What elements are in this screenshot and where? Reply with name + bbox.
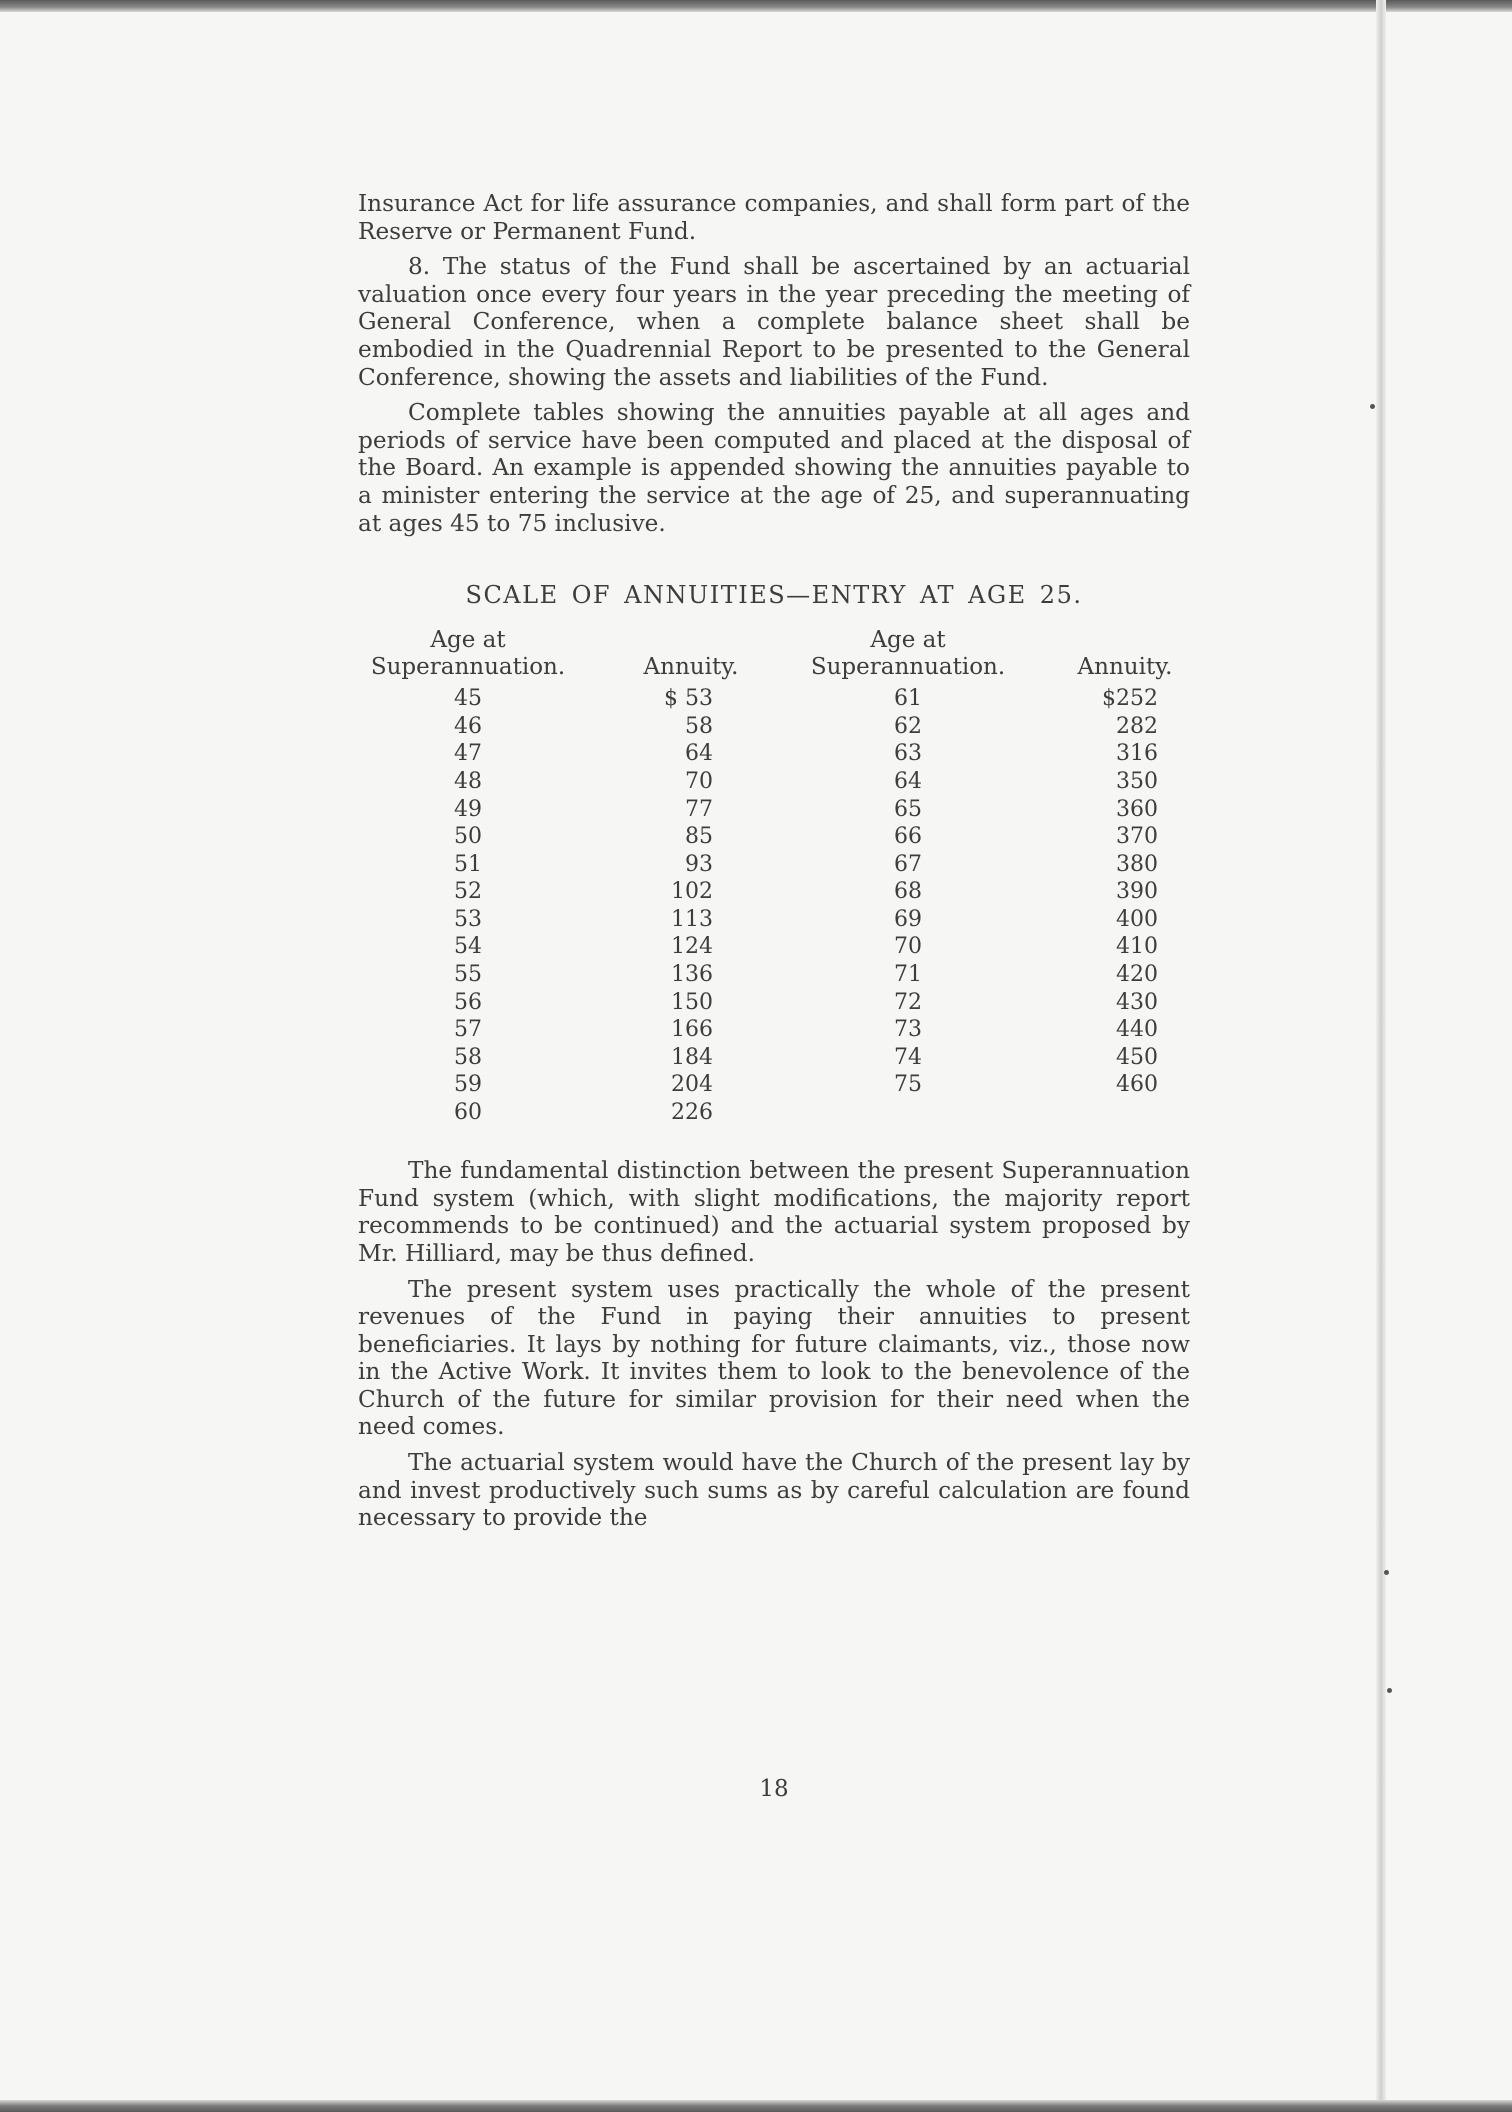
paragraph-complete-tables: Complete tables showing the annuities payable at all ages and periods of service have been computed and placed at the disposal of the Board. An example is appended showing the annuities payable to a minister entering the service at the age of 25, and superannuating at ages 45 to 75 inclusive. (358, 399, 1190, 537)
left-annuity-cell: 136 (671, 962, 713, 988)
right-annuity-cell: 390 (1116, 879, 1158, 905)
right-annuity-cell: 282 (1116, 713, 1158, 739)
page-content (358, 190, 1190, 1802)
right-age-cell: 70 (894, 934, 922, 960)
paragraph-present-system: The present system uses practically the whole of the present revenues of the Fund in paying their annuities to present beneficiaries. It lays by nothing for future claimants, viz., those now in the Active Work. It invites them to look to the benevolence of the Church of the future for similar provision for their need when the need comes. (358, 1275, 1190, 1441)
left-age-cell: 54 (454, 934, 482, 960)
right-annuity-cell: 410 (1116, 934, 1158, 960)
left-annuity-cell: 77 (685, 796, 713, 822)
right-annuity-cell: 440 (1116, 1017, 1158, 1043)
left-annuity-cell: 102 (671, 879, 713, 905)
right-annuity-cell: 420 (1116, 962, 1158, 988)
header-age-right-line1: Age at (870, 627, 946, 654)
left-annuity-cell: 226 (671, 1100, 713, 1126)
left-age-cell: 48 (454, 768, 482, 794)
left-age-cell: 50 (454, 824, 482, 850)
header-age-left-line2: Superannuation. (370, 654, 566, 681)
left-annuity-cell: 93 (685, 851, 713, 877)
column-right-annuities (1078, 685, 1158, 1099)
left-annuity-cell: 64 (685, 741, 713, 767)
left-annuity-cell: 85 (685, 824, 713, 850)
right-annuity-cell: 430 (1116, 989, 1158, 1015)
right-age-cell: 69 (894, 906, 922, 932)
left-age-cell: 52 (454, 879, 482, 905)
page-fold (1376, 0, 1386, 2112)
left-annuity-cell: 70 (685, 768, 713, 794)
right-age-cell: 66 (894, 824, 922, 850)
right-annuity-cell: 460 (1116, 1072, 1158, 1098)
left-age-cell: 51 (454, 851, 482, 877)
left-age-cell: 59 (454, 1072, 482, 1098)
left-annuity-cell: 184 (671, 1044, 713, 1070)
left-age-cell: 46 (454, 713, 482, 739)
right-age-cell: 65 (894, 796, 922, 822)
left-age-cell: 53 (454, 906, 482, 932)
header-annuity-left-label: Annuity. (643, 654, 739, 681)
column-right-ages (878, 685, 938, 1099)
page-top-edge (0, 0, 1512, 12)
header-age-left (358, 627, 578, 681)
paragraph-status-of-fund: 8. The status of the Fund shall be ascertained by an actuarial valuation once every four years in the year preceding the meeting of General Conference, when a complete balance sheet shall be embodied in the Quadrennial Report to be presented to the General Conference, showing the assets and liabilities of the Fund. (358, 253, 1190, 391)
right-annuity-cell: 360 (1116, 796, 1158, 822)
right-annuity-cell: $252 (1102, 686, 1158, 712)
left-age-cell: 47 (454, 741, 482, 767)
left-annuity-cell: 166 (671, 1017, 713, 1043)
left-annuity-cell: 113 (671, 906, 713, 932)
left-annuity-cell: $ 53 (664, 686, 713, 712)
paragraph-insurance-act: Insurance Act for life assurance companies, and shall form part of the Reserve or Permanent Fund. (358, 190, 1190, 245)
right-age-cell: 64 (894, 768, 922, 794)
left-age-cell: 55 (454, 962, 482, 988)
table-title: SCALE OF ANNUITIES—ENTRY AT AGE 25. (465, 581, 1083, 610)
right-annuity-cell: 450 (1116, 1044, 1158, 1070)
right-age-cell: 63 (894, 741, 922, 767)
right-age-cell: 75 (894, 1072, 922, 1098)
column-left-annuities (638, 685, 713, 1127)
paragraph-actuarial-system: The actuarial system would have the Church of the present lay by and invest productively such sums as by careful calculation are found necessary to provide the (358, 1449, 1190, 1532)
right-annuity-cell: 400 (1116, 906, 1158, 932)
right-annuity-cell: 316 (1116, 741, 1158, 767)
column-left-ages (438, 685, 498, 1127)
right-age-cell: 74 (894, 1044, 922, 1070)
right-age-cell: 73 (894, 1017, 922, 1043)
page-bottom-edge (0, 2100, 1512, 2112)
left-age-cell: 57 (454, 1017, 482, 1043)
left-annuity-cell: 124 (671, 934, 713, 960)
speck (1387, 1688, 1392, 1693)
left-age-cell: 56 (454, 989, 482, 1015)
left-age-cell: 49 (454, 796, 482, 822)
left-annuity-cell: 58 (685, 713, 713, 739)
left-age-cell: 58 (454, 1044, 482, 1070)
paragraph-fundamental-distinction: The fundamental distinction between the present Superannuation Fund system (which, with slight modifications, the majority report recommends to be continued) and the actuarial system proposed by Mr. Hilliard, may be thus defined. (358, 1157, 1190, 1267)
speck (1384, 1570, 1389, 1575)
right-age-cell: 68 (894, 879, 922, 905)
right-age-cell: 67 (894, 851, 922, 877)
right-age-cell: 71 (894, 962, 922, 988)
right-age-cell: 61 (894, 686, 922, 712)
header-annuity-right-label: Annuity. (1077, 654, 1173, 681)
right-annuity-cell: 380 (1116, 851, 1158, 877)
left-age-cell: 60 (454, 1100, 482, 1126)
right-annuity-cell: 350 (1116, 768, 1158, 794)
left-annuity-cell: 150 (671, 989, 713, 1015)
right-age-cell: 62 (894, 713, 922, 739)
header-age-right-line2: Superannuation. (810, 654, 1006, 681)
page-number: 18 (759, 1776, 789, 1802)
speck (1370, 404, 1375, 409)
header-age-right (798, 627, 1018, 681)
left-annuity-cell: 204 (671, 1072, 713, 1098)
header-age-left-line1: Age at (430, 627, 506, 654)
right-age-cell: 72 (894, 989, 922, 1015)
left-age-cell: 45 (454, 686, 482, 712)
scale-of-annuities-table (358, 627, 1190, 1147)
header-annuity-left (626, 654, 756, 681)
header-annuity-right (1060, 654, 1190, 681)
right-annuity-cell: 370 (1116, 824, 1158, 850)
